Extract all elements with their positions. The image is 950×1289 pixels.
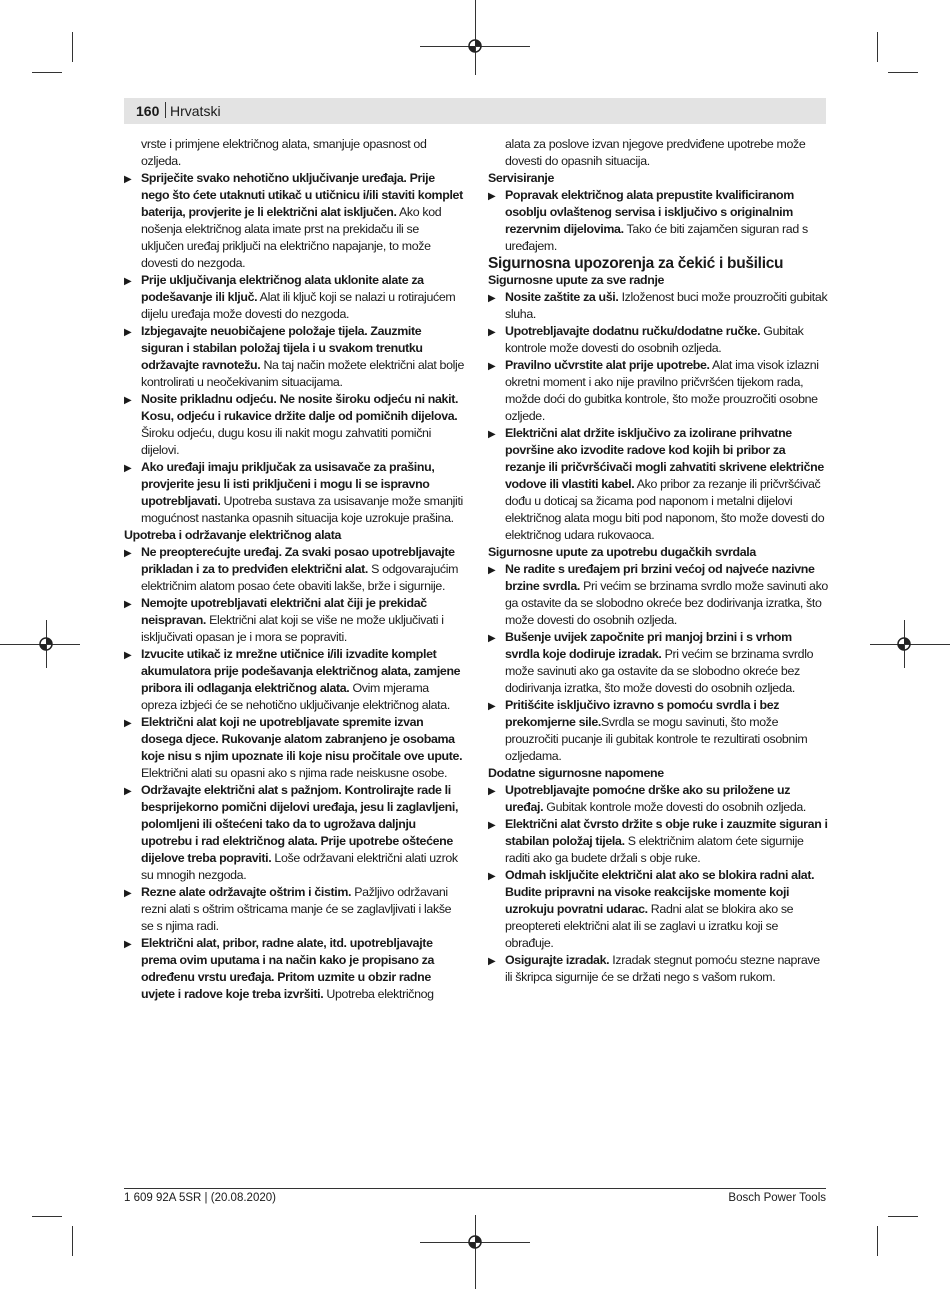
bullet-body-text: Svrdla se mogu savinuti, što može prouzročiti pucanje ili gubitak kontrole te rezultirati osobnim ozljedama. [505, 715, 808, 763]
bullet-arrow-icon: ▶ [488, 956, 496, 967]
crop-mark [888, 1216, 918, 1217]
bullet-bold-text: Izvucite utikač iz mrežne utičnice i/ili izvadite komplet akumulatora prije podešavanja električnog alata, zamjene pribora ili odlaganja električnog alata. [141, 647, 461, 695]
bullet-item [124, 170, 464, 272]
bullet-arrow-icon: ▶ [488, 429, 496, 440]
bullet-body-text: Loše održavani električni alati uzrok su mnogih nezgoda. [141, 851, 458, 882]
crop-mark [72, 1226, 73, 1256]
registration-mark-icon [38, 636, 54, 652]
bullet-body-text: Pri većim se brzinama svrdlo može savinuti ako ga ostavite da se slobodno okreće bez dodirivanja izratka, što može dovesti do osobnih ozljeda. [505, 647, 814, 695]
bullet-bold-text: Nosite zaštite za uši. [505, 290, 619, 304]
bullet-bold-text: Električni alat čvrsto držite s obje ruke i zauzmite siguran i stabilan položaj tijela. [505, 817, 828, 848]
bullet-bold-text: Prije uključivanja električnog alata uklonite alate za podešavanje ili ključ. [141, 273, 424, 304]
bullet-arrow-icon: ▶ [488, 565, 496, 576]
crop-line [475, 1215, 476, 1289]
bullet-body-text: Električni alat koji se više ne može uključivati i isključivati opasan je i mora se popraviti. [141, 613, 444, 644]
bullet-body-text: Na taj način možete električni alat bolje kontrolirati u neočekivanim situacijama. [141, 358, 464, 389]
bullet-bold-text: Električni alat, pribor, radne alate, itd. upotrebljavajte prema ovim uputama i na način kako je propisano za određenu vrstu uređaja. Pritom uzmite u obzir radne uvjete i radove koje treba izvršiti. [141, 936, 435, 1001]
bullet-item [488, 561, 828, 629]
section-heading: Sigurnosna upozorenja za čekić i bušilicu [488, 255, 784, 272]
footer-document-number: 1 609 92A 5SR | (20.08.2020) [124, 1192, 276, 1204]
bullet-body-text: Radni alat se blokira ako se preoptereti električni alat ili se zaglavi u izratku koji se obrađuje. [505, 902, 794, 950]
bullet-bold-text: Upotrebljavajte pomoćne drške ako su priložene uz uređaj. [505, 783, 791, 814]
bullet-arrow-icon: ▶ [124, 718, 132, 729]
bullet-bold-text: Popravak električnog alata prepustite kvalificiranom osoblju ovlaštenog servisa i isključivo s originalnim rezervnim dijelovima. [505, 188, 794, 236]
bullet-body-text: Gubitak kontrole može dovesti do osobnih ozljeda. [543, 800, 807, 814]
left-column [124, 136, 464, 1003]
subheading: Dodatne sigurnosne napomene [488, 766, 664, 780]
bullet-body-text: Izradak stegnut pomoću stezne naprave ili škripca sigurnije će se držati nego s vašom rukom. [505, 953, 820, 984]
footer-divider [124, 1188, 826, 1189]
bullet-body-text: Ovim mjerama opreza izbjeći će se nehotično uključivanje električnog alata. [141, 681, 450, 712]
bullet-item [124, 935, 464, 1003]
bullet-arrow-icon: ▶ [124, 888, 132, 899]
crop-mark [32, 72, 62, 73]
bullet-arrow-icon: ▶ [124, 939, 132, 950]
bullet-arrow-icon: ▶ [488, 871, 496, 882]
bullet-item [488, 629, 828, 697]
bullet-arrow-icon: ▶ [124, 276, 132, 287]
bullet-bold-text: Izbjegavajte neuobičajene položaje tijela. Zauzmite siguran i stabilan položaj tijela i u svakom trenutku održavajte ravnotežu. [141, 324, 423, 372]
bullet-item [124, 272, 464, 323]
continued-paragraph: vrste i primjene električnog alata, smanjuje opasnost od ozljeda. [141, 137, 427, 168]
bullet-body-text: Gubitak kontrole može dovesti do osobnih ozljeda. [505, 324, 804, 355]
crop-mark [877, 32, 878, 62]
bullet-item [488, 357, 828, 425]
bullet-arrow-icon: ▶ [488, 191, 496, 202]
bullet-item [124, 391, 464, 459]
bullet-bold-text: Ne radite s uređajem pri brzini većoj od najveće nazivne brzine svrdla. [505, 562, 815, 593]
bullet-item [124, 323, 464, 391]
bullet-bold-text: Nemojte upotrebljavati električni alat čiji je prekidač neispravan. [141, 596, 427, 627]
bullet-body-text: Ako pribor za rezanje ili pričvršćivač dođu u doticaj sa žicama pod naponom i metalni dijelovi električnog alata mogu biti pod naponom, što može dovesti do električnog udara rukovaoca. [505, 477, 825, 542]
header-divider [165, 102, 166, 118]
bullet-item [488, 187, 828, 255]
bullet-body-text: Alat ili ključ koji se nalazi u rotirajućem dijelu uređaja može dovesti do nezgoda. [141, 290, 456, 321]
bullet-item [124, 782, 464, 884]
bullet-body-text: Tako će biti zajamčen siguran rad s uređajem. [505, 222, 808, 253]
bullet-arrow-icon: ▶ [124, 599, 132, 610]
bullet-bold-text: Spriječite svako nehotično uključivanje uređaja. Prije nego što ćete utaknuti utikač u utičnicu i/ili staviti komplet baterija, provjerite je li električni alat isključen. [141, 171, 463, 219]
bullet-item [124, 544, 464, 595]
crop-mark [888, 72, 918, 73]
bullet-arrow-icon: ▶ [124, 395, 132, 406]
bullet-bold-text: Električni alat koji ne upotrebljavate spremite izvan dosega djece. Rukovanje alatom zabranjeno je osobama koje nisu s njim upoznate ili koje nisu pročitale ove upute. [141, 715, 463, 763]
bullet-bold-text: Upotrebljavajte dodatnu ručku/dodatne ručke. [505, 324, 761, 338]
bullet-item [488, 782, 828, 816]
bullet-body-text: Pri većim se brzinama svrdlo može savinuti ako ga ostavite da se slobodno okreće bez dodirivanja izratka, što može dovesti do osobnih ozljeda. [505, 579, 828, 627]
bullet-arrow-icon: ▶ [488, 786, 496, 797]
bullet-body-text: Pažljivo održavani rezni alati s oštrim oštricama manje će se zaglavljivati i lakše se s njima radi. [141, 885, 452, 933]
crop-mark [877, 1226, 878, 1256]
bullet-body-text: Izloženost buci može prouzročiti gubitak sluha. [505, 290, 828, 321]
subheading: Sigurnosne upute za upotrebu dugačkih svrdala [488, 545, 756, 559]
bullet-body-text: Alat ima visok izlazni okretni moment i ako nije pravilno pričvršćen tijekom rada, možde doći do gubitka kontrole, što može prouzročiti osobne ozljede. [505, 358, 819, 423]
bullet-bold-text: Rezne alate održavajte oštrim i čistim. [141, 885, 352, 899]
bullet-bold-text: Ne preopterećujte uređaj. Za svaki posao upotrebljavajte prikladan i za to predviđen električni alat. [141, 545, 455, 576]
bullet-arrow-icon: ▶ [124, 650, 132, 661]
bullet-item [124, 884, 464, 935]
bullet-item [488, 952, 828, 986]
bullet-arrow-icon: ▶ [124, 327, 132, 338]
bullet-bold-text: Pravilno učvrstite alat prije upotrebe. [505, 358, 710, 372]
bullet-bold-text: Bušenje uvijek započnite pri manjoj brzini i s vrhom svrdla koje dodiruje izradak. [505, 630, 792, 661]
bullet-item [124, 646, 464, 714]
bullet-bold-text: Pritišćite isključivo izravno s pomoću svrdla i bez prekomjerne sile. [505, 698, 780, 729]
bullet-item [124, 595, 464, 646]
bullet-item [488, 816, 828, 867]
bullet-arrow-icon: ▶ [124, 786, 132, 797]
bullet-bold-text: Osigurajte izradak. [505, 953, 610, 967]
bullet-item [488, 867, 828, 952]
bullet-bold-text: Odmah isključite električni alat ako se blokira radni alat. Budite pripravni na visoke reakcijske momente koji uzrokuju povratni udarac. [505, 868, 815, 916]
registration-mark-icon [467, 38, 483, 54]
bullet-item [488, 289, 828, 323]
bullet-arrow-icon: ▶ [124, 174, 132, 185]
registration-mark-icon [896, 636, 912, 652]
bullet-arrow-icon: ▶ [124, 548, 132, 559]
right-column [488, 136, 828, 986]
subheading: Upotreba i održavanje električnog alata [124, 528, 342, 542]
bullet-bold-text: Ako uređaji imaju priključak za usisavače za prašinu, provjerite jesu li isti priključeni i mogu li se ispravno upotrebljavati. [141, 460, 435, 508]
page-number: 160 [136, 103, 160, 119]
crop-mark [32, 1216, 62, 1217]
bullet-item [124, 459, 464, 527]
bullet-body-text: Upotreba električnog [323, 987, 434, 1001]
bullet-body-text: S odgovarajućim električnim alatom posao ćete obaviti lakše, brže i sigurnije. [141, 562, 459, 593]
bullet-arrow-icon: ▶ [488, 361, 496, 372]
continued-paragraph: alata za poslove izvan njegove predviđene upotrebe može dovesti do opasnih situacija. [505, 137, 806, 168]
bullet-body-text: S električnim alatom ćete sigurnije raditi ako ga budete držali s obje ruke. [505, 834, 804, 865]
crop-mark [72, 32, 73, 62]
bullet-arrow-icon: ▶ [488, 820, 496, 831]
page-header [124, 98, 826, 124]
bullet-body-text: Ako kod nošenja električnog alata imate prst na prekidaču ili se uključen uređaj priključi na električno napajanje, to može dovesti do nezgoda. [141, 205, 442, 270]
bullet-bold-text: Nosite prikladnu odjeću. Ne nosite široku odjeću ni nakit. Kosu, odjeću i rukavice držite dalje od pomičnih dijelova. [141, 392, 459, 423]
footer-brand: Bosch Power Tools [728, 1192, 826, 1204]
bullet-item [488, 697, 828, 765]
bullet-item [124, 714, 464, 782]
bullet-item [488, 425, 828, 544]
bullet-item [488, 323, 828, 357]
registration-mark-icon [467, 1234, 483, 1250]
bullet-body-text: Upotreba sustava za usisavanje može smanjiti mogućnost nastanka opasnih situacija koje uzrokuje prašina. [141, 494, 463, 525]
bullet-body-text: Široku odjeću, dugu kosu ili nakit mogu zahvatiti pomični dijelovi. [141, 426, 431, 457]
bullet-bold-text: Električni alat držite isključivo za izolirane prihvatne površine ako izvodite radove kod kojih bi pribor za rezanje ili pričvršćivači mogli zahvatiti skrivene električne vodove ili vlastiti kabel. [505, 426, 824, 491]
bullet-body-text: Električni alati su opasni ako s njima rade neiskusne osobe. [141, 766, 448, 780]
header-language: Hrvatski [170, 103, 221, 119]
subheading: Servisiranje [488, 171, 555, 185]
subheading: Sigurnosne upute za sve radnje [488, 273, 665, 287]
bullet-arrow-icon: ▶ [488, 293, 496, 304]
bullet-arrow-icon: ▶ [488, 633, 496, 644]
bullet-arrow-icon: ▶ [124, 463, 132, 474]
bullet-arrow-icon: ▶ [488, 327, 496, 338]
bullet-bold-text: Održavajte električni alat s pažnjom. Kontrolirajte rade li besprijekorno pomični dijelovi uređaja, jesu li zaglavljeni, polomljeni ili oštećeni tako da to ugrožava daljnju upotrebu i rad električnog alata. Prije upotrebe oštećene dijelove treba popraviti. [141, 783, 459, 865]
bullet-arrow-icon: ▶ [488, 701, 496, 712]
